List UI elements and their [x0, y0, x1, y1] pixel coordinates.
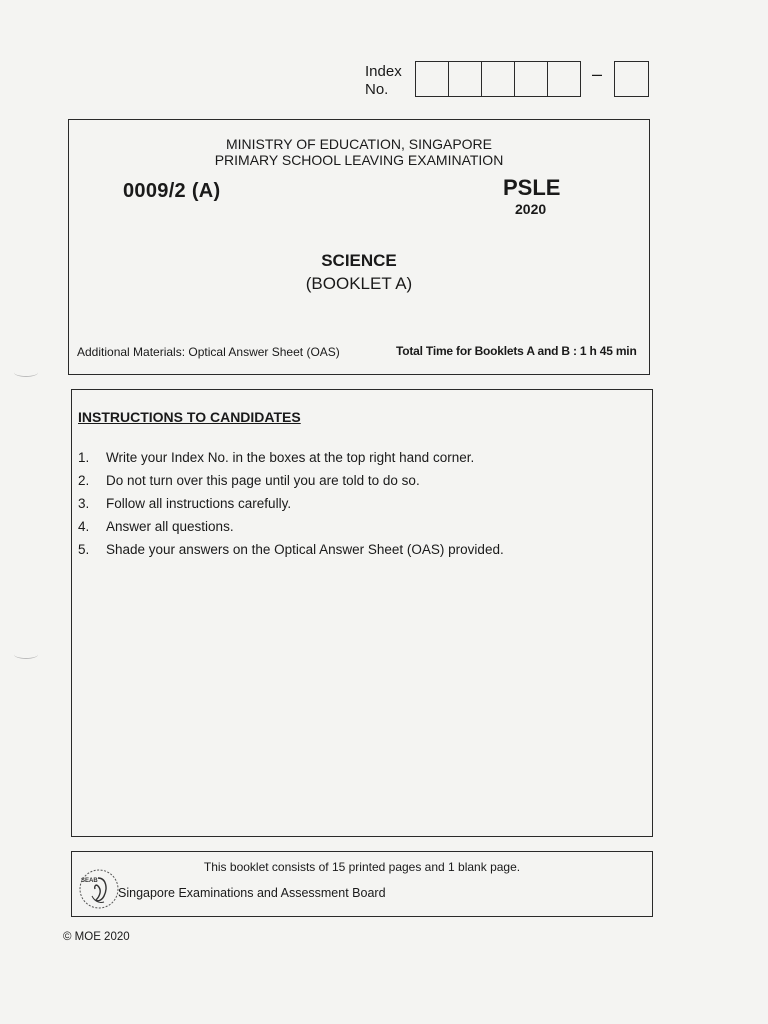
- index-check-digit-box[interactable]: [614, 61, 649, 97]
- index-digit-box[interactable]: [449, 62, 482, 96]
- instruction-text: Shade your answers on the Optical Answer Sheet (OAS) provided.: [106, 542, 504, 557]
- ministry-line1: MINISTRY OF EDUCATION, SINGAPORE: [225, 136, 493, 152]
- seab-logo-icon: [76, 866, 122, 912]
- total-time: Total Time for Booklets A and B : 1 h 45 min: [396, 344, 637, 358]
- seab-logo-text: SEAB: [81, 878, 98, 884]
- instruction-text: Follow all instructions carefully.: [106, 496, 292, 511]
- instructions-box: [71, 389, 653, 837]
- additional-materials: Additional Materials: Optical Answer Sheet (OAS): [77, 345, 340, 359]
- instruction-number: 4.: [78, 519, 90, 534]
- exam-year: 2020: [515, 201, 547, 217]
- index-digit-box[interactable]: [515, 62, 548, 96]
- instruction-number: 5.: [78, 542, 90, 557]
- cover-info-box: [68, 119, 650, 375]
- scan-mark: [14, 650, 38, 659]
- index-dash: –: [592, 64, 603, 84]
- instructions-list: [78, 446, 504, 561]
- instruction-item: [78, 492, 504, 515]
- instruction-text: Answer all questions.: [106, 519, 234, 534]
- index-label-line2: No.: [365, 81, 389, 98]
- instruction-item: [78, 538, 504, 561]
- copyright: © MOE 2020: [63, 931, 130, 943]
- instruction-item: [78, 446, 504, 469]
- instruction-number: 1.: [78, 450, 90, 465]
- footer-box: [71, 851, 653, 917]
- paper-code: 0009/2 (A): [123, 180, 221, 202]
- instruction-number: 2.: [78, 473, 90, 488]
- scan-mark: [14, 368, 38, 377]
- instruction-number: 3.: [78, 496, 90, 511]
- booklet-label: (BOOKLET A): [305, 274, 413, 293]
- ministry-header: [69, 136, 649, 168]
- index-digit-box[interactable]: [482, 62, 515, 96]
- index-digit-box[interactable]: [548, 62, 580, 96]
- instruction-text: Write your Index No. in the boxes at the top right hand corner.: [106, 450, 475, 465]
- instruction-item: [78, 469, 504, 492]
- index-number-label: [365, 63, 402, 99]
- index-label-line1: Index: [365, 63, 402, 80]
- instruction-text: Do not turn over this page until you are told to do so.: [106, 473, 420, 488]
- index-number-boxes[interactable]: [415, 61, 581, 97]
- subject-title: SCIENCE: [321, 251, 397, 270]
- board-name: Singapore Examinations and Assessment Board: [118, 886, 386, 900]
- instruction-item: [78, 515, 504, 538]
- pages-note: This booklet consists of 15 printed pages and 1 blank page.: [203, 860, 521, 874]
- index-digit-box[interactable]: [416, 62, 449, 96]
- instructions-heading: INSTRUCTIONS TO CANDIDATES: [78, 409, 301, 425]
- exam-name: PSLE: [503, 175, 561, 200]
- ministry-line2: PRIMARY SCHOOL LEAVING EXAMINATION: [214, 152, 504, 168]
